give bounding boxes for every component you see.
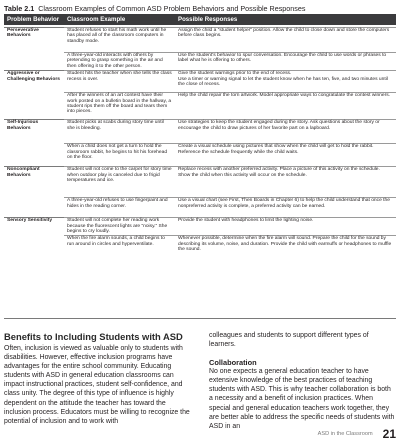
section-heading: Benefits to Including Students with ASD bbox=[4, 331, 183, 342]
table-row bbox=[4, 218, 396, 236]
right-column bbox=[209, 331, 396, 431]
behavior-cell bbox=[4, 53, 64, 71]
table-header-row bbox=[4, 14, 396, 25]
header-possible-responses: Possible Responses bbox=[175, 14, 396, 25]
table-row bbox=[4, 167, 396, 198]
behavior-cell: Noncompliant Behaviors bbox=[4, 167, 64, 198]
example-cell: Student picks at scabs during story time until she is bleeding. bbox=[64, 120, 175, 144]
right-body-text: colleagues and students to support different types of learners. bbox=[209, 332, 369, 349]
table-row bbox=[4, 71, 396, 93]
example-cell: A three-year-old refuses to use fingerpaint and hides in the reading corner. bbox=[64, 198, 175, 218]
example-cell: When the fire alarm sounds, a child begins to run around in circles and hyperventilate. bbox=[64, 236, 175, 259]
behavior-cell: Self-Injurious Behaviors bbox=[4, 120, 64, 144]
example-cell: Student hits the teacher when she tells the class recess is over. bbox=[64, 71, 175, 93]
table-caption bbox=[4, 4, 396, 13]
behavior-cell bbox=[4, 144, 64, 167]
table-label: Table 2.1 bbox=[4, 4, 35, 13]
running-head: ASD in the Classroom bbox=[317, 431, 373, 437]
left-column bbox=[4, 331, 190, 426]
header-problem-behavior: Problem Behavior bbox=[4, 14, 64, 25]
behavior-cell: Perseverative Behaviors bbox=[4, 28, 64, 53]
right-body-text-2: No one expects a general education teacher to have extensive knowledge of the best practices of teaching students with ASD. This is why teacher collaboration is both a necessity and a benefit of inclusion practices. When special and general education teachers work together, they are better able to address the specific needs of students with ASD in an bbox=[209, 368, 395, 430]
table-title: Classroom Examples of Common ASD Problem Behaviors and Possible Responses bbox=[38, 4, 306, 13]
response-cell: Help the child repair the torn artwork. Model appropriate ways to congratulate the contest winners. bbox=[175, 93, 396, 120]
response-cell: Replace recess with another preferred activity. Place a picture of this activity on the schedule. Show the child when this activity will occur on the schedule. bbox=[175, 167, 396, 198]
table-row bbox=[4, 53, 396, 71]
header-classroom-example: Classroom Example bbox=[64, 14, 175, 25]
page-footer bbox=[318, 427, 396, 441]
behavior-cell: Aggressive or Challenging Behaviors bbox=[4, 71, 64, 93]
response-cell: Create a visual schedule using pictures that show when the child will get to hold the rabbit. Reference the schedule frequently while the child waits. bbox=[175, 144, 396, 167]
behavior-cell bbox=[4, 93, 64, 120]
response-cell: Assign the child a “student helper” position. Allow the child to close down and store the computers before class begins. bbox=[175, 28, 396, 53]
table-row bbox=[4, 28, 396, 53]
behavior-table bbox=[4, 14, 396, 258]
example-cell: Student will not complete her reading work because the fluorescent lights are “noisy.” She begins to cry loudly. bbox=[64, 218, 175, 236]
table-row bbox=[4, 93, 396, 120]
response-cell: Whenever possible, determine when the fire alarm will sound. Prepare the child for the sound by describing its volume, noise, and duration. Provide the child with earmuffs or headphones to muffle the sound. bbox=[175, 236, 396, 259]
table-row bbox=[4, 236, 396, 259]
example-cell: Student refuses to start his math work until he has placed all of the classroom computers in standby mode. bbox=[64, 28, 175, 53]
response-cell: Use a visual chart (see First, Then Boards in Chapter 6) to help the child understand that once the nonpreferred activity is complete, a preferred activity can be earned. bbox=[175, 198, 396, 218]
response-cell: Use strategies to keep the student engaged during the story. Ask questions about the story or encourage the child to draw pictures of her favorite part on a lapboard. bbox=[175, 120, 396, 144]
example-cell: Student will not come to the carpet for story time when outdoor play is canceled due to frigid temperatures and ice. bbox=[64, 167, 175, 198]
response-cell: Use the student’s behavior to spur conversation. Encourage the child to use words or phrases to label what he is offering to others. bbox=[175, 53, 396, 71]
subheading: Collaboration bbox=[209, 358, 257, 368]
example-cell: After the winners of an art contest have their work posted on a bulletin board in the hallway, a student rips them off the board and tears them into pieces. bbox=[64, 93, 175, 120]
example-cell: When a child does not get a turn to hold the classroom rabbit, he begins to hit his forehead on the floor. bbox=[64, 144, 175, 167]
example-cell: A three-year-old interacts with others by pretending to grasp something in the air and then offering it to the other person. bbox=[64, 53, 175, 71]
table-bottom-rule bbox=[4, 318, 396, 319]
left-body-text: Often, inclusion is viewed as valuable only to students with disabilities. However, effective inclusion programs have advantages for the entire school community. Educating students with ASD in general education classrooms can impact instructional practices, student self-confidence, and class unity. The degree of this type of influence is highly dependent on the attitude the teacher has toward the inclusion process. Educators must be willing to recognize the potential of inclusion and to work with bbox=[4, 345, 190, 425]
response-cell: Provide the student with headphones to limit the lighting noise. bbox=[175, 218, 396, 236]
page-number: 21 bbox=[382, 427, 396, 441]
table-row bbox=[4, 198, 396, 218]
behavior-cell bbox=[4, 236, 64, 259]
table-row bbox=[4, 120, 396, 144]
table-row bbox=[4, 144, 396, 167]
response-cell: Give the student warnings prior to the end of recess. Use a timer or warning signal to let the student know when he has ten, five, and two minutes until the close of recess. bbox=[175, 71, 396, 93]
behavior-cell: Sensory Sensitivity bbox=[4, 218, 64, 236]
behavior-cell bbox=[4, 198, 64, 218]
